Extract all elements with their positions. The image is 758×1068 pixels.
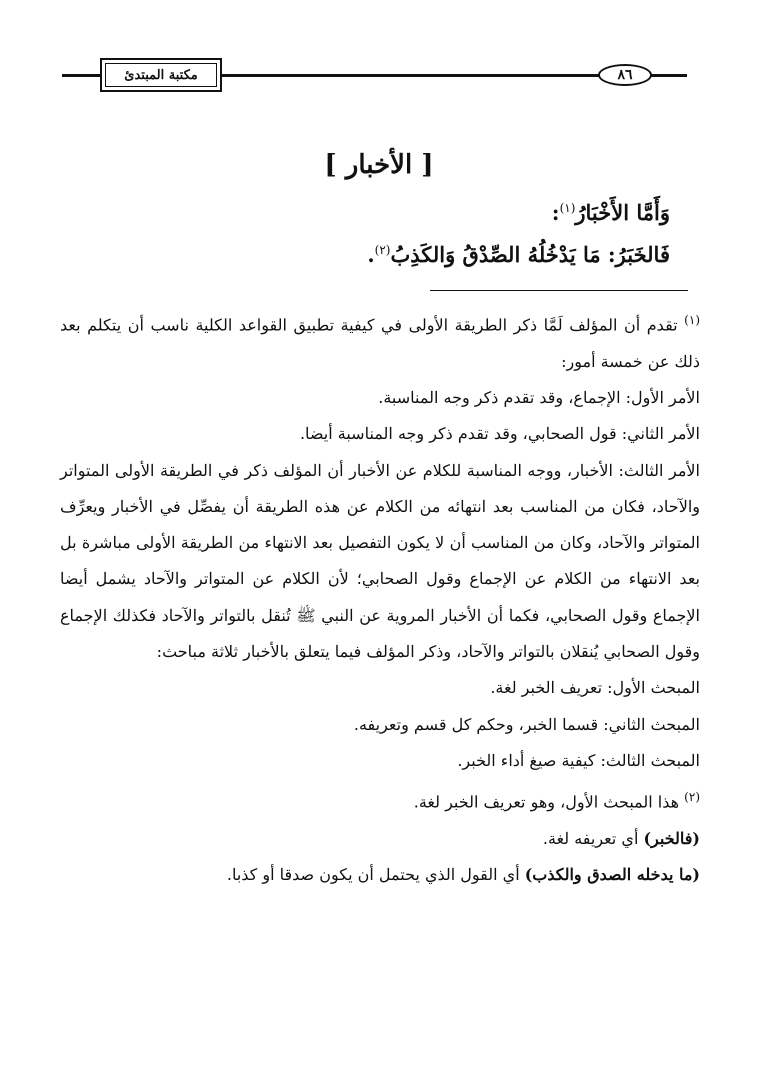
matn-line-1-text: وَأَمَّا الأَخْبَارُ [575, 200, 670, 225]
footnote-paragraph [60, 743, 700, 779]
quoted-term: (ما يدخله الصدق والكذب) [524, 865, 700, 885]
footnote-paragraph [60, 707, 700, 743]
quoted-term: (فالخبر) [643, 828, 700, 848]
footnote-marker: (١) [684, 313, 700, 327]
footnote-paragraph [60, 453, 700, 671]
matn-line-2 [367, 242, 670, 267]
footnotes [60, 302, 700, 893]
matn-line-1 [552, 200, 670, 225]
footnote-paragraph [60, 416, 700, 452]
header-rule-middle [222, 74, 600, 77]
footnote-paragraph [60, 857, 700, 893]
page-header [0, 0, 758, 110]
footnote-text: هذا المبحث الأول، وهو تعريف الخبر لغة. [413, 792, 680, 812]
page-number-oval [598, 64, 652, 86]
footnote-ref-2: (٢) [374, 243, 391, 257]
footnote-text: المبحث الأول: تعريف الخبر لغة. [490, 678, 700, 698]
matn-line-2-tail: . [367, 242, 375, 267]
footnote-paragraph [60, 302, 700, 380]
matn-line-1-tail: : [551, 200, 560, 225]
footnote-text: المبحث الثاني: قسما الخبر، وحكم كل قسم وتعريفه. [353, 714, 700, 734]
page-number: ٨٦ [617, 67, 633, 83]
footnote-text: الأمر الثاني: قول الصحابي، وقد تقدم ذكر وجه المناسبة أيضا. [299, 424, 700, 444]
matn-line-2-text: فَالخَبَرُ: مَا يَدْخُلُهُ الصِّدْقُ وَالكَذِبُ [390, 242, 670, 267]
footnote-text: الأمر الأول: الإجماع، وقد تقدم ذكر وجه المناسبة. [378, 387, 700, 407]
footnote-paragraph [60, 670, 700, 706]
footnote-paragraph [60, 779, 700, 821]
footnote-ref-1: (١) [559, 201, 576, 215]
footnote-text: المبحث الثالث: كيفية صيغ أداء الخبر. [457, 750, 700, 770]
library-name: مكتبة المبتدئ [124, 67, 198, 83]
footnote-text: تقدم أن المؤلف لَمَّا ذكر الطريقة الأولى في كيفية تطبيق القواعد الكلية ناسب أن يتكلم بعد ذلك عن خمسة أمور: [60, 315, 700, 371]
library-name-box [100, 58, 222, 92]
footnote-divider [430, 290, 688, 291]
footnote-text: الأمر الثالث: الأخبار، ووجه المناسبة للكلام عن الأخبار أن المؤلف ذكر في الطريقة الأولى المتواتر والآحاد، فكان من المناسب بعد انتهائه من الكلام عن هذه الطريقة أن يفصِّل في الأخبار ويعرِّف المتواتر والآحاد، وكان من المناسب أن لا يكون التفصيل بعد الانتهاء من الطريقة الأولى مباشرة بل بعد الانتهاء من الكلام عن الإجماع وقول الصحابي؛ لأن الكلام عن المتواتر والآحاد يشمل أيضا الإجماع وقول الصحابي، فكما أن الأخبار المروية عن النبي ﷺ تُنقل بالتواتر والآحاد فكذلك الإجماع وقول الصحابي يُنقلان بالتواتر والآحاد، وذكر المؤلف فيما يتعلق بالأخبار ثلاثة مباحث: [60, 460, 700, 661]
footnote-text: أي القول الذي يحتمل أن يكون صدقا أو كذبا. [226, 865, 525, 885]
section-title: [ الأخبار ] [324, 150, 434, 180]
header-rule-left [62, 74, 100, 77]
header-rule-right [651, 74, 687, 77]
footnote-paragraph [60, 380, 700, 416]
footnote-marker: (٢) [684, 790, 700, 805]
footnote-paragraph [60, 821, 700, 857]
footnote-text: أي تعريفه لغة. [542, 828, 644, 848]
